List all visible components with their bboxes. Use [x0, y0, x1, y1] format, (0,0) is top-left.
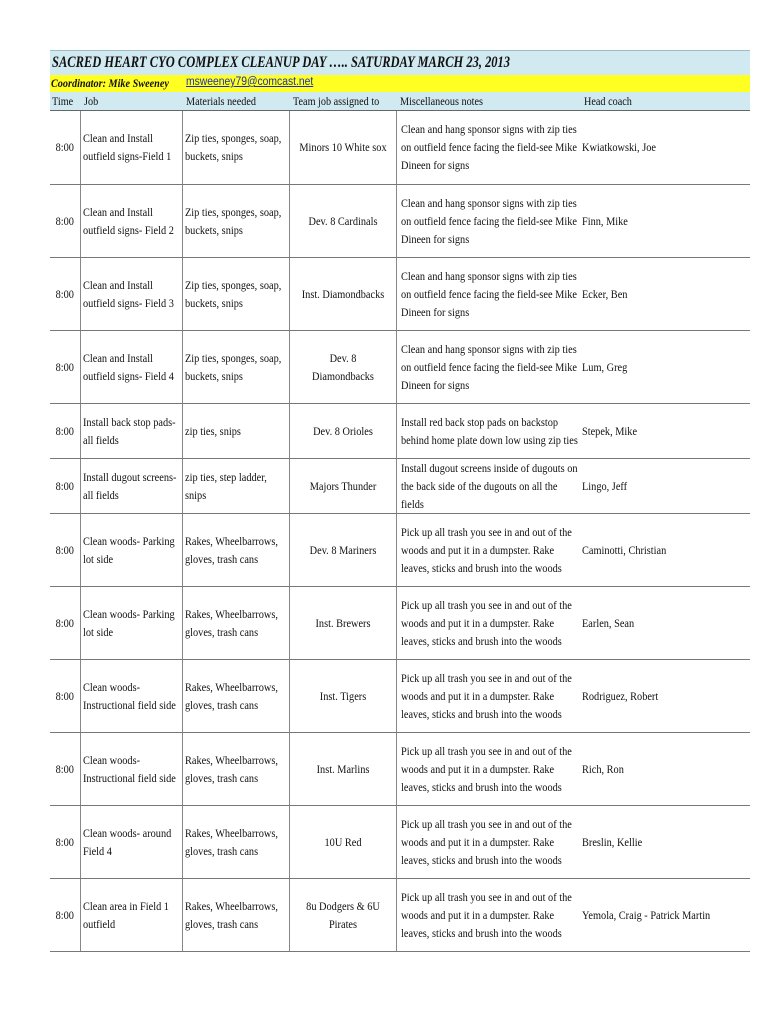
- table-row: [50, 184, 750, 257]
- row-head-coach: Rich, Ron: [582, 761, 624, 776]
- row-notes: Clean and hang sponsor signs with zip ties on outfield fence facing the field-see Mike Dineen for signs: [400, 341, 577, 392]
- row-notes-cell: [396, 257, 580, 330]
- row-notes-cell: [396, 458, 580, 513]
- row-team: 10U Red: [324, 834, 361, 849]
- row-notes-cell: [396, 111, 580, 184]
- row-notes: Install dugout screens inside of dugouts on the back side of the dugouts on all the fields: [400, 460, 578, 511]
- row-head-coach: Breslin, Kellie: [582, 834, 643, 849]
- assignment-rows: [50, 111, 750, 951]
- row-notes-cell: [396, 184, 580, 257]
- document-title: SACRED HEART CYO COMPLEX CLEANUP DAY ….. SATURDAY MARCH 23, 2013: [52, 54, 511, 71]
- row-team-cell: [289, 586, 396, 659]
- row-job: Clean woods- Parking lot side: [82, 606, 175, 639]
- row-job: Clean and Install outfield signs- Field 3: [82, 277, 174, 310]
- row-head-coach-cell: [580, 184, 750, 257]
- row-team: Dev. 8 Cardinals: [308, 213, 377, 228]
- row-notes-cell: [396, 403, 580, 458]
- row-head-coach-cell: [580, 732, 750, 805]
- row-team-cell: [289, 403, 396, 458]
- row-job: Clean and Install outfield signs- Field 2: [82, 204, 174, 237]
- row-team: Inst. Brewers: [314, 615, 371, 630]
- row-time: 8:00: [55, 688, 74, 703]
- row-team: Dev. 8 Diamondbacks: [311, 350, 374, 383]
- row-time-cell: [50, 403, 80, 458]
- row-materials-cell: [182, 257, 289, 330]
- row-time: 8:00: [55, 213, 74, 228]
- row-time: 8:00: [55, 907, 74, 922]
- title-bar: [50, 50, 750, 75]
- row-time-cell: [50, 257, 80, 330]
- row-materials: Rakes, Wheelbarrows, gloves, trash cans: [184, 898, 278, 931]
- row-notes: Clean and hang sponsor signs with zip ties on outfield fence facing the field-see Mike Dineen for signs: [400, 268, 577, 319]
- row-head-coach-cell: [580, 586, 750, 659]
- row-materials-cell: [182, 659, 289, 732]
- row-team: Inst. Marlins: [316, 761, 369, 776]
- row-team: 8u Dodgers & 6U Pirates: [305, 898, 380, 931]
- row-time: 8:00: [55, 761, 74, 776]
- row-materials-cell: [182, 513, 289, 586]
- row-materials: Rakes, Wheelbarrows, gloves, trash cans: [184, 825, 278, 858]
- row-team-cell: [289, 330, 396, 403]
- row-team-cell: [289, 184, 396, 257]
- row-team-cell: [289, 257, 396, 330]
- row-time: 8:00: [55, 542, 74, 557]
- header-team: Team job assigned to: [293, 94, 380, 108]
- row-time-cell: [50, 513, 80, 586]
- row-team: Inst. Diamondbacks: [301, 286, 384, 301]
- row-notes-cell: [396, 659, 580, 732]
- row-team-cell: [289, 458, 396, 513]
- row-job-cell: [80, 586, 182, 659]
- row-notes: Clean and hang sponsor signs with zip ties on outfield fence facing the field-see Mike Dineen for signs: [400, 195, 577, 246]
- row-time: 8:00: [55, 140, 74, 155]
- row-job-cell: [80, 805, 182, 878]
- table-row: [50, 111, 750, 184]
- row-time-cell: [50, 878, 80, 951]
- cleanup-schedule-sheet: [50, 50, 750, 952]
- row-notes: Pick up all trash you see in and out of the woods and put it in a dumpster. Rake leaves, sticks and brush into the woods: [400, 816, 572, 867]
- coordinator-bar: [50, 75, 750, 92]
- table-row: [50, 805, 750, 878]
- row-head-coach-cell: [580, 403, 750, 458]
- row-job: Clean and Install outfield signs-Field 1: [82, 131, 171, 164]
- row-job-cell: [80, 732, 182, 805]
- header-time: Time: [52, 94, 74, 108]
- row-job-cell: [80, 257, 182, 330]
- row-notes-cell: [396, 330, 580, 403]
- row-time-cell: [50, 732, 80, 805]
- row-materials: Zip ties, sponges, soap, buckets, snips: [184, 277, 281, 310]
- row-job-cell: [80, 458, 182, 513]
- row-job: Install back stop pads- all fields: [82, 414, 176, 447]
- row-materials: Rakes, Wheelbarrows, gloves, trash cans: [184, 606, 278, 639]
- row-notes-cell: [396, 732, 580, 805]
- row-job: Clean and Install outfield signs- Field 4: [82, 350, 174, 383]
- row-materials-cell: [182, 184, 289, 257]
- row-team-cell: [289, 659, 396, 732]
- row-job: Clean woods- Instructional field side: [82, 679, 176, 712]
- row-job-cell: [80, 659, 182, 732]
- row-team: Dev. 8 Mariners: [309, 542, 376, 557]
- row-head-coach: Stepek, Mike: [582, 423, 638, 438]
- row-time-cell: [50, 586, 80, 659]
- row-head-coach-cell: [580, 111, 750, 184]
- header-job: Job: [84, 94, 99, 108]
- row-materials-cell: [182, 403, 289, 458]
- row-head-coach-cell: [580, 257, 750, 330]
- row-team-cell: [289, 513, 396, 586]
- row-materials-cell: [182, 586, 289, 659]
- row-notes-cell: [396, 805, 580, 878]
- row-job: Clean area in Field 1 outfield: [82, 898, 169, 931]
- row-team: Dev. 8 Orioles: [312, 423, 373, 438]
- row-job-cell: [80, 330, 182, 403]
- column-header-row: [50, 92, 750, 111]
- row-head-coach: Yemola, Craig - Patrick Martin: [582, 907, 711, 922]
- row-job-cell: [80, 513, 182, 586]
- row-materials: Rakes, Wheelbarrows, gloves, trash cans: [184, 533, 278, 566]
- row-head-coach: Earlen, Sean: [582, 615, 635, 630]
- row-job-cell: [80, 878, 182, 951]
- row-time-cell: [50, 805, 80, 878]
- row-materials-cell: [182, 732, 289, 805]
- table-row: [50, 878, 750, 951]
- row-time: 8:00: [55, 478, 74, 493]
- row-team-cell: [289, 111, 396, 184]
- row-time-cell: [50, 659, 80, 732]
- row-team-cell: [289, 878, 396, 951]
- row-job: Clean woods- Instructional field side: [82, 752, 176, 785]
- table-row: [50, 732, 750, 805]
- row-notes: Install red back stop pads on backstop behind home plate down low using zip ties: [400, 414, 578, 447]
- row-materials: zip ties, snips: [184, 423, 241, 438]
- row-notes: Pick up all trash you see in and out of the woods and put it in a dumpster. Rake leaves, sticks and brush into the woods: [400, 889, 572, 940]
- row-head-coach: Finn, Mike: [582, 213, 628, 228]
- row-head-coach: Lingo, Jeff: [582, 478, 628, 493]
- row-materials-cell: [182, 111, 289, 184]
- row-notes: Pick up all trash you see in and out of the woods and put it in a dumpster. Rake leaves, sticks and brush into the woods: [400, 670, 572, 721]
- row-notes-cell: [396, 586, 580, 659]
- row-notes: Pick up all trash you see in and out of the woods and put it in a dumpster. Rake leaves, sticks and brush into the woods: [400, 524, 572, 575]
- row-materials-cell: [182, 330, 289, 403]
- row-notes-cell: [396, 513, 580, 586]
- table-row: [50, 458, 750, 513]
- row-materials: Rakes, Wheelbarrows, gloves, trash cans: [184, 679, 278, 712]
- header-coach: Head coach: [584, 94, 632, 108]
- row-head-coach-cell: [580, 330, 750, 403]
- row-head-coach-cell: [580, 878, 750, 951]
- row-team: Minors 10 White sox: [298, 140, 387, 155]
- row-time: 8:00: [55, 359, 74, 374]
- row-time: 8:00: [55, 834, 74, 849]
- row-notes: Pick up all trash you see in and out of the woods and put it in a dumpster. Rake leaves, sticks and brush into the woods: [400, 743, 572, 794]
- row-time: 8:00: [55, 423, 74, 438]
- row-notes-cell: [396, 878, 580, 951]
- row-head-coach-cell: [580, 659, 750, 732]
- row-head-coach: Rodriguez, Robert: [582, 688, 659, 703]
- row-time-cell: [50, 184, 80, 257]
- coordinator-email-link[interactable]: msweeney79@comcast.net: [186, 76, 314, 88]
- table-row: [50, 586, 750, 659]
- row-job-cell: [80, 184, 182, 257]
- row-head-coach-cell: [580, 805, 750, 878]
- row-job: Clean woods- around Field 4: [82, 825, 171, 858]
- row-head-coach: Ecker, Ben: [582, 286, 628, 301]
- row-materials-cell: [182, 878, 289, 951]
- table-row: [50, 257, 750, 330]
- row-materials: Zip ties, sponges, soap, buckets, snips: [184, 204, 281, 237]
- row-materials: zip ties, step ladder, snips: [184, 469, 267, 502]
- row-job-cell: [80, 111, 182, 184]
- row-time: 8:00: [55, 615, 74, 630]
- row-head-coach-cell: [580, 458, 750, 513]
- row-team-cell: [289, 732, 396, 805]
- row-materials: Zip ties, sponges, soap, buckets, snips: [184, 131, 281, 164]
- header-notes: Miscellaneous notes: [400, 94, 484, 108]
- row-team-cell: [289, 805, 396, 878]
- row-notes: Pick up all trash you see in and out of the woods and put it in a dumpster. Rake leaves, sticks and brush into the woods: [400, 597, 572, 648]
- row-time: 8:00: [55, 286, 74, 301]
- row-head-coach: Kwiatkowski, Joe: [582, 140, 656, 155]
- row-job-cell: [80, 403, 182, 458]
- coordinator-label: Coordinator: Mike Sweeney: [51, 76, 169, 90]
- row-team: Inst. Tigers: [319, 688, 366, 703]
- row-materials-cell: [182, 805, 289, 878]
- row-head-coach: Lum, Greg: [582, 359, 628, 374]
- table-row: [50, 403, 750, 458]
- row-time-cell: [50, 330, 80, 403]
- row-materials: Rakes, Wheelbarrows, gloves, trash cans: [184, 752, 278, 785]
- assignment-table: [50, 111, 750, 952]
- row-job: Clean woods- Parking lot side: [82, 533, 175, 566]
- row-head-coach: Caminotti, Christian: [582, 542, 667, 557]
- row-time-cell: [50, 458, 80, 513]
- row-head-coach-cell: [580, 513, 750, 586]
- row-materials: Zip ties, sponges, soap, buckets, snips: [184, 350, 281, 383]
- table-row: [50, 659, 750, 732]
- table-row: [50, 513, 750, 586]
- row-materials-cell: [182, 458, 289, 513]
- header-materials: Materials needed: [186, 94, 256, 108]
- table-row: [50, 330, 750, 403]
- row-team: Majors Thunder: [309, 478, 376, 493]
- row-time-cell: [50, 111, 80, 184]
- row-notes: Clean and hang sponsor signs with zip ties on outfield fence facing the field-see Mike Dineen for signs: [400, 122, 577, 173]
- row-job: Install dugout screens- all fields: [82, 469, 176, 502]
